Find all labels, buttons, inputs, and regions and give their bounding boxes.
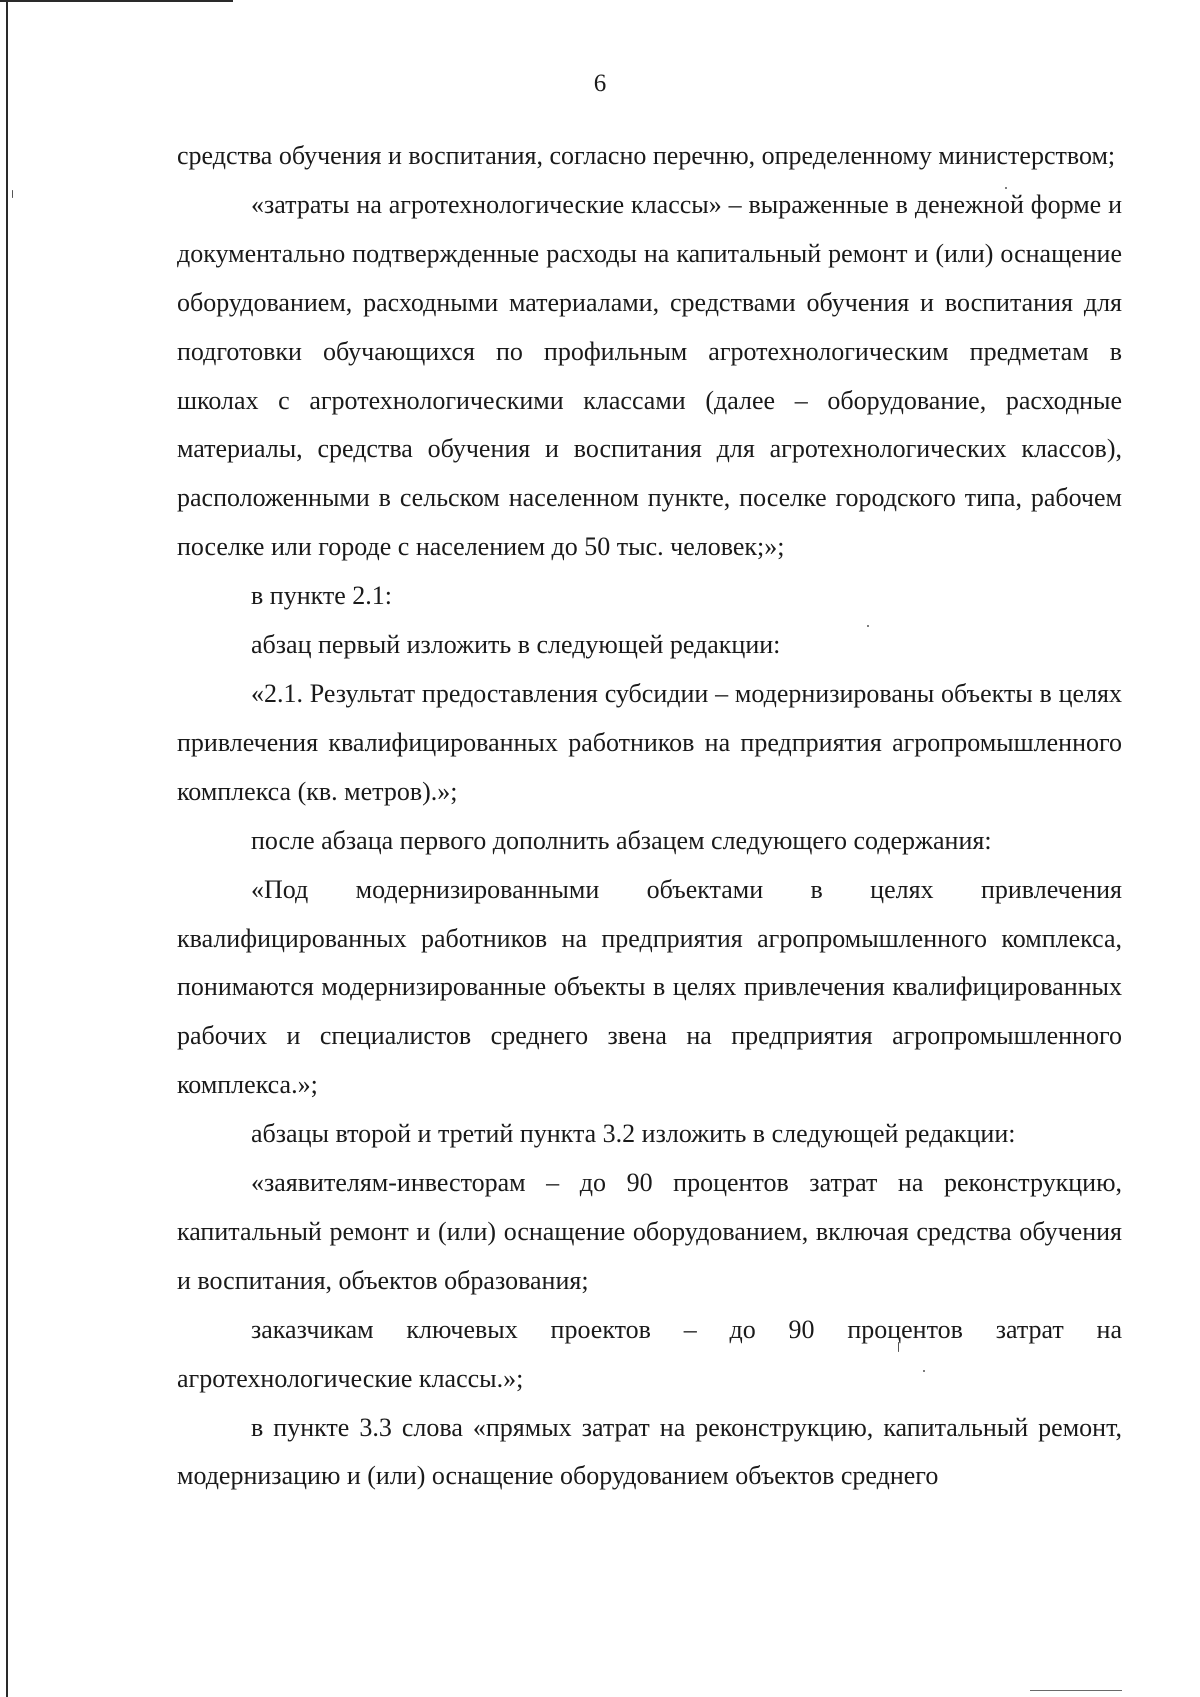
paragraph: средства обучения и воспитания, согласно перечню, определенному министерством;: [177, 141, 1116, 170]
scan-edge-top: [0, 0, 233, 2]
scan-speck: [12, 190, 13, 198]
page-number: 6: [593, 70, 607, 97]
document-body: [177, 132, 1122, 1501]
scan-edge-left: [6, 0, 8, 1697]
paragraph: в пункте 2.1:: [251, 581, 393, 611]
paragraph: абзац первый изложить в следующей редакции:: [251, 630, 781, 660]
paragraph: абзацы второй и третий пункта 3.2 изложить в следующей редакции:: [251, 1119, 1016, 1149]
paragraph: после абзаца первого дополнить абзацем следующего содержания:: [251, 825, 992, 855]
paragraph: заказчикам ключевых проектов – до 90 процентов затрат на агротехнологические классы.»;: [177, 1314, 1122, 1393]
paragraph: «2.1. Результат предоставления субсидии – модернизированы объекты в целях привлечения квалифицированных работников на предприятия агропромышленного комплекса (кв. метров).»;: [177, 678, 1122, 806]
paragraph: «заявителям-инвесторам – до 90 процентов затрат на реконструкцию, капитальный ремонт и (или) оснащение оборудованием, включая средства обучения и воспитания, объектов образования;: [177, 1168, 1122, 1295]
paragraph: в пункте 3.3 слова «прямых затрат на реконструкцию, капитальный ремонт, модернизацию и (или) оснащение оборудованием объектов среднего: [177, 1412, 1122, 1491]
paragraph: «затраты на агротехнологические классы» – выраженные в денежной форме и документально подтвержденные расходы на капитальный ремонт и (или) оснащение оборудованием, расходными материалами, средствами обучения и воспитания для подготовки обучающихся по профильным агротехнологическим предметам в школах с агротехнологическими классами (далее – оборудование, расходные материалы, средства обучения и воспитания для агротехнологических классов), расположенными в сельском населенном пункте, поселке городского типа, рабочем поселке или городе с населением до 50 тыс. человек;»;: [177, 189, 1122, 562]
scan-edge-bottom: [1030, 1690, 1122, 1691]
paragraph: «Под модернизированными объектами в целях привлечения квалифицированных работников на предприятия агропромышленного комплекса, понимаются модернизированные объекты в целях привлечения квалифицированных рабочих и специалистов среднего звена на предприятия агропромышленного комплекса.»;: [177, 874, 1122, 1100]
